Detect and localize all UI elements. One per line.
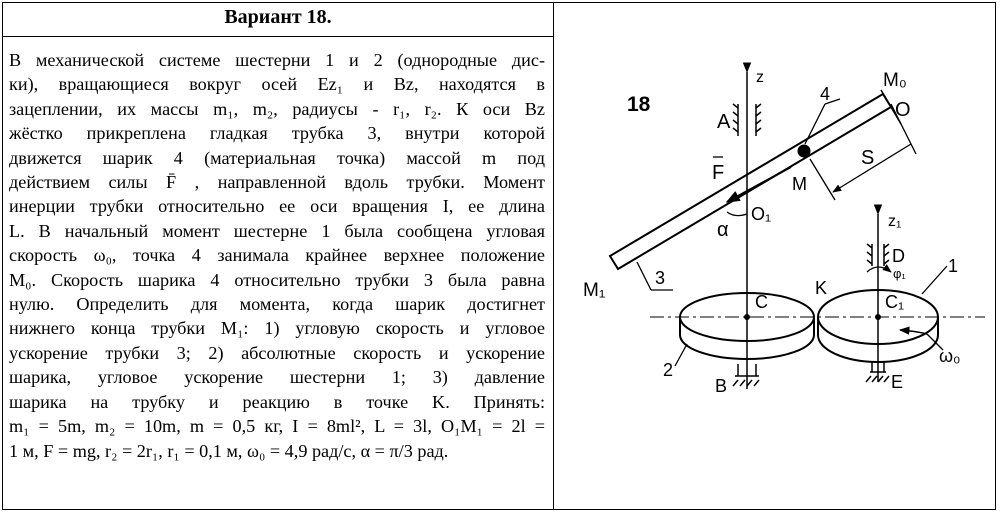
bearing-b: [733, 364, 759, 386]
problem-line: скорость ω₀, точка 4 занимала крайнее верхнее положение: [9, 245, 545, 266]
problem-line: нулю. Определить для момента, когда шарик достигнет: [9, 294, 545, 315]
label-n3: 3: [655, 268, 666, 288]
label-omega0: ω₀: [939, 346, 961, 366]
problem-text: [9, 48, 545, 463]
point-c1: [875, 314, 881, 320]
label-z: z: [756, 69, 764, 86]
label-s: S: [861, 147, 875, 169]
problem-line: шарика, угловое ускорение шестерни 1; 3) давление: [9, 367, 545, 388]
title-divider: [2, 36, 553, 37]
label-z1: z₁: [888, 213, 902, 230]
problem-line: ускорение трубки 3; 2) абсолютные скорость и ускорение: [9, 342, 545, 363]
problem-line: В механической системе шестерни 1 и 2 (однородные дис-: [9, 50, 545, 70]
problem-line: нижнего конца трубки M₁: 1) угловую скорость и угловое: [9, 318, 545, 339]
label-n2: 2: [663, 360, 674, 380]
alpha-arc: [727, 212, 747, 216]
label-a: A: [717, 111, 731, 133]
label-o1: O₁: [751, 204, 772, 224]
variant-title: Вариант 18.: [224, 6, 332, 28]
label-phi1: φ₁: [893, 266, 906, 281]
mechanism-diagram: [555, 4, 995, 508]
diagram-number: 18: [627, 93, 651, 116]
leader-3: [637, 262, 651, 290]
phi1-arrow: [867, 267, 891, 272]
label-n4: 4: [820, 84, 831, 104]
problem-line: движется шарик 4 (материальная точка) массой m под: [9, 147, 545, 168]
leader-1: [922, 266, 947, 294]
problem-line: инерции трубки относительно ее оси вращения I, ее длина: [9, 196, 545, 217]
problem-line: действием силы F̄ , направленной вдоль трубки. Момент: [9, 172, 545, 193]
problem-line: ки), вращающиеся вокруг осей Ez₁ и Bz, находятся в: [9, 74, 545, 95]
problem-line: m₁ = 5m, m₂ = 10m, m = 0,5 кг, I = 8ml², L = 3l, O₁M₁ = 2l =: [9, 416, 545, 437]
label-m: M: [792, 174, 807, 194]
ball-4: [798, 145, 811, 158]
problem-line: жёстко прикреплена гладкая трубка 3, внутри которой: [9, 123, 545, 144]
label-c: C: [755, 292, 768, 312]
problem-line: 1 м, F = mg, r₂ = 2r₁, r₁ = 0,1 м, ω₀ = 4,9 рад/с, α = π/3 рад.: [9, 440, 449, 461]
label-n1: 1: [948, 256, 959, 276]
label-d: D: [892, 246, 905, 266]
label-alpha: α: [717, 219, 729, 241]
problem-line: шарика на трубку и реакцию в точке K. Принять:: [9, 391, 545, 412]
label-c1: C₁: [885, 292, 905, 312]
problem-line: L. В начальный момент шестерне 1 была сообщена угловая: [9, 220, 545, 241]
label-k: K: [815, 278, 828, 298]
point-c: [744, 314, 750, 320]
problem-line: зацеплении, их массы m₁, m₂, радиусы - r₁, r₂. К оси Bz: [9, 98, 545, 119]
label-e: E: [891, 372, 904, 392]
label-m1: M₁: [583, 280, 606, 301]
label-m0: M₀: [883, 70, 907, 91]
column-divider: [553, 2, 554, 510]
label-o: O: [895, 99, 911, 121]
leader-2: [675, 344, 687, 366]
label-f: F: [712, 162, 725, 184]
label-b: B: [715, 376, 728, 396]
problem-line: M₀. Скорость шарика 4 относительно трубки 3 была равна: [9, 269, 545, 290]
